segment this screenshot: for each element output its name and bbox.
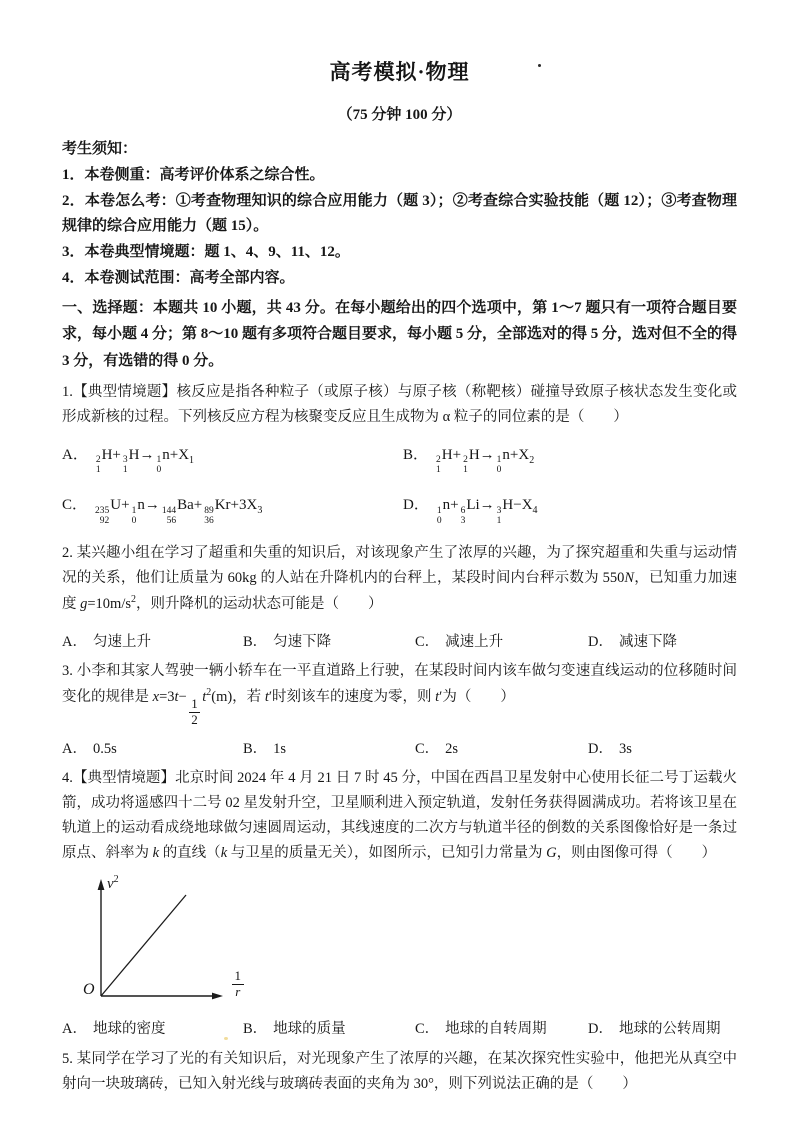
question-3-text: 3. 小李和其家人驾驶一辆小轿车在一平直道路上行驶，在某段时间内该车做匀变速直线运动的位移随时间变化的规律是 x=3t− $\frac{1}{2}$ $t^2(m)$，若 t′时刻该车的速度为零，则 t′为（ ） (62, 663, 737, 728)
figure-y-axis-label: $v^2$ (107, 873, 119, 892)
option-text: 地球的密度 (92, 1020, 166, 1037)
option-label: A． (62, 446, 88, 463)
question-4-figure (82, 873, 267, 1008)
notice-heading: 考生须知： (62, 141, 138, 157)
question-5-text: 5. 某同学在学习了光的有关知识后，对光现象产生了浓厚的兴趣，在某次探究性实验中，他把光从真空中射向一块玻璃砖，已知入射光线与玻璃砖表面的夹角为 30°，则下列说法正确的是（ ） (62, 1050, 737, 1092)
option-label: B． (403, 446, 429, 463)
question-1-option-d (403, 493, 737, 527)
option-text: 地球的自转周期 (445, 1020, 547, 1037)
question-3-option-b (243, 737, 415, 758)
question-2-option-b (243, 630, 415, 651)
option-label: C． (415, 1020, 440, 1037)
option-label: C． (62, 497, 88, 514)
option-label: D． (403, 497, 429, 514)
option-text: 地球的公转周期 (618, 1020, 721, 1037)
figure-x-axis-label: $\frac{1}{r}$ (230, 962, 246, 1000)
option-label: D． (588, 741, 613, 758)
question-1-option-c (62, 493, 403, 527)
page-title: 高考模拟·物理 (329, 60, 470, 84)
option-label: B． (243, 741, 268, 758)
question-4-option-b (243, 1017, 415, 1038)
scan-artifact-dot-2 (224, 1037, 228, 1040)
option-label: C． (415, 741, 440, 758)
option-label: D． (588, 1020, 613, 1037)
option-text: 匀速上升 (92, 634, 151, 651)
option-label: D． (588, 634, 613, 651)
option-formula: 1 0 n+ 6 3 Li→ 3 1 $H-X_4$ (436, 497, 538, 526)
option-label: A． (62, 741, 87, 758)
question-3-options (62, 737, 737, 758)
question-5 (62, 1047, 737, 1097)
notice-item-3: 3．本卷典型情境题：题 1、4、9、11、12。 (62, 244, 350, 261)
option-label: C． (415, 634, 440, 651)
option-text: 1s (273, 741, 287, 758)
option-formula: 2 1 H+ 2 1 H→ 1 0 $n+X_2$ (436, 446, 535, 476)
page-subtitle: （75 分钟 100 分） (337, 107, 462, 123)
option-text: 0.5s (92, 741, 117, 758)
question-2-option-c (415, 630, 588, 651)
option-label: B． (243, 1020, 268, 1037)
option-formula: 235 92 U+ 1 0 n→ 144 56 Ba+ 89 36 $Kr+3X_3$ (95, 497, 263, 526)
option-text: 地球的质量 (273, 1020, 346, 1037)
option-text: 匀速下降 (273, 634, 332, 651)
question-2 (62, 541, 737, 652)
question-3-option-c (415, 737, 588, 758)
option-label: A． (62, 1020, 87, 1037)
option-label: B． (243, 634, 268, 651)
question-4-option-d (588, 1017, 737, 1038)
question-1-option-b (403, 443, 737, 477)
question-4-text: 4.【典型情境题】北京时间 2024 年 4 月 21 日 7 时 45 分，中国在西昌卫星发射中心使用长征二号丁运载火箭，成功将遥感四十二号 02 星发射升空，卫星顺利进入预定轨道，发射任务获得圆满成功。若将该卫星在轨道上的运动看成绕地球做匀速圆周运动，其线速度的二次方与轨道半径的倒数的关系图像恰好是一条过原点、斜率为 k 的直线（k 与卫星的质量无关），如图所示，已知引力常量为 G，则由图像可得（ ） (62, 770, 737, 862)
option-label: A． (62, 634, 87, 651)
question-3 (62, 659, 737, 758)
notice-item-1: 1．本卷侧重：高考评价体系之综合性。 (62, 166, 325, 183)
question-4 (62, 766, 737, 1038)
question-1-text: 1.【典型情境题】核反应是指各种粒子（或原子核）与原子核（称靶核）碰撞导致原子核状态发生变化或形成新核的过程。下列核反应方程为核聚变反应且生成物为 α 粒子的同位素的是（ ） (62, 383, 737, 425)
question-1-options (62, 443, 737, 527)
figure-origin-label: O (83, 980, 95, 998)
question-4-option-c (415, 1017, 588, 1038)
notice-item-4: 4．本卷测试范围：高考全部内容。 (62, 269, 295, 286)
option-formula: 2 1 H+ 3 1 H→ 1 0 $n+X_1$ (95, 446, 195, 476)
question-1-option-a (62, 443, 403, 477)
notice-item-2: 2．本卷怎么考：①考查物理知识的综合应用能力（题 3）；②考查综合实验技能（题 12）；③考查物理规律的综合应用能力（题 15）。 (62, 192, 737, 235)
question-2-option-a (62, 630, 243, 651)
notice-section (62, 137, 737, 292)
question-3-option-d (588, 737, 737, 758)
option-text: 3s (618, 741, 632, 758)
question-4-option-a (62, 1017, 243, 1038)
scan-artifact-dot (538, 64, 541, 67)
question-2-text: 2. 某兴趣小组在学习了超重和失重的知识后，对该现象产生了浓厚的兴趣，为了探究超重和失重与运动情况的关系，他们让质量为 60kg 的人站在升降机内的台秤上，某段时间内台秤示数为 550N，已知重力加速度 $g=10m/s^2$，则升降机的运动状态可能是（ ） (62, 544, 738, 612)
question-4-options (62, 1017, 737, 1038)
option-text: 减速下降 (618, 634, 677, 651)
question-2-option-d (588, 630, 737, 651)
question-1 (62, 380, 737, 527)
question-2-options (62, 630, 737, 651)
question-3-option-a (62, 737, 243, 758)
option-text: 减速上升 (445, 634, 504, 651)
option-text: 2s (445, 741, 459, 758)
section-one-heading: 一、选择题：本题共 10 小题，共 43 分。在每小题给出的四个选项中，第 1～7 题只有一项符合题目要求，每小题 4 分；第 8～10 题有多项符合题目要求，每小题 5 分，全部选对的得 5 分，选对但不全的得 3 分，有选错的得 0 分。 (62, 299, 738, 370)
